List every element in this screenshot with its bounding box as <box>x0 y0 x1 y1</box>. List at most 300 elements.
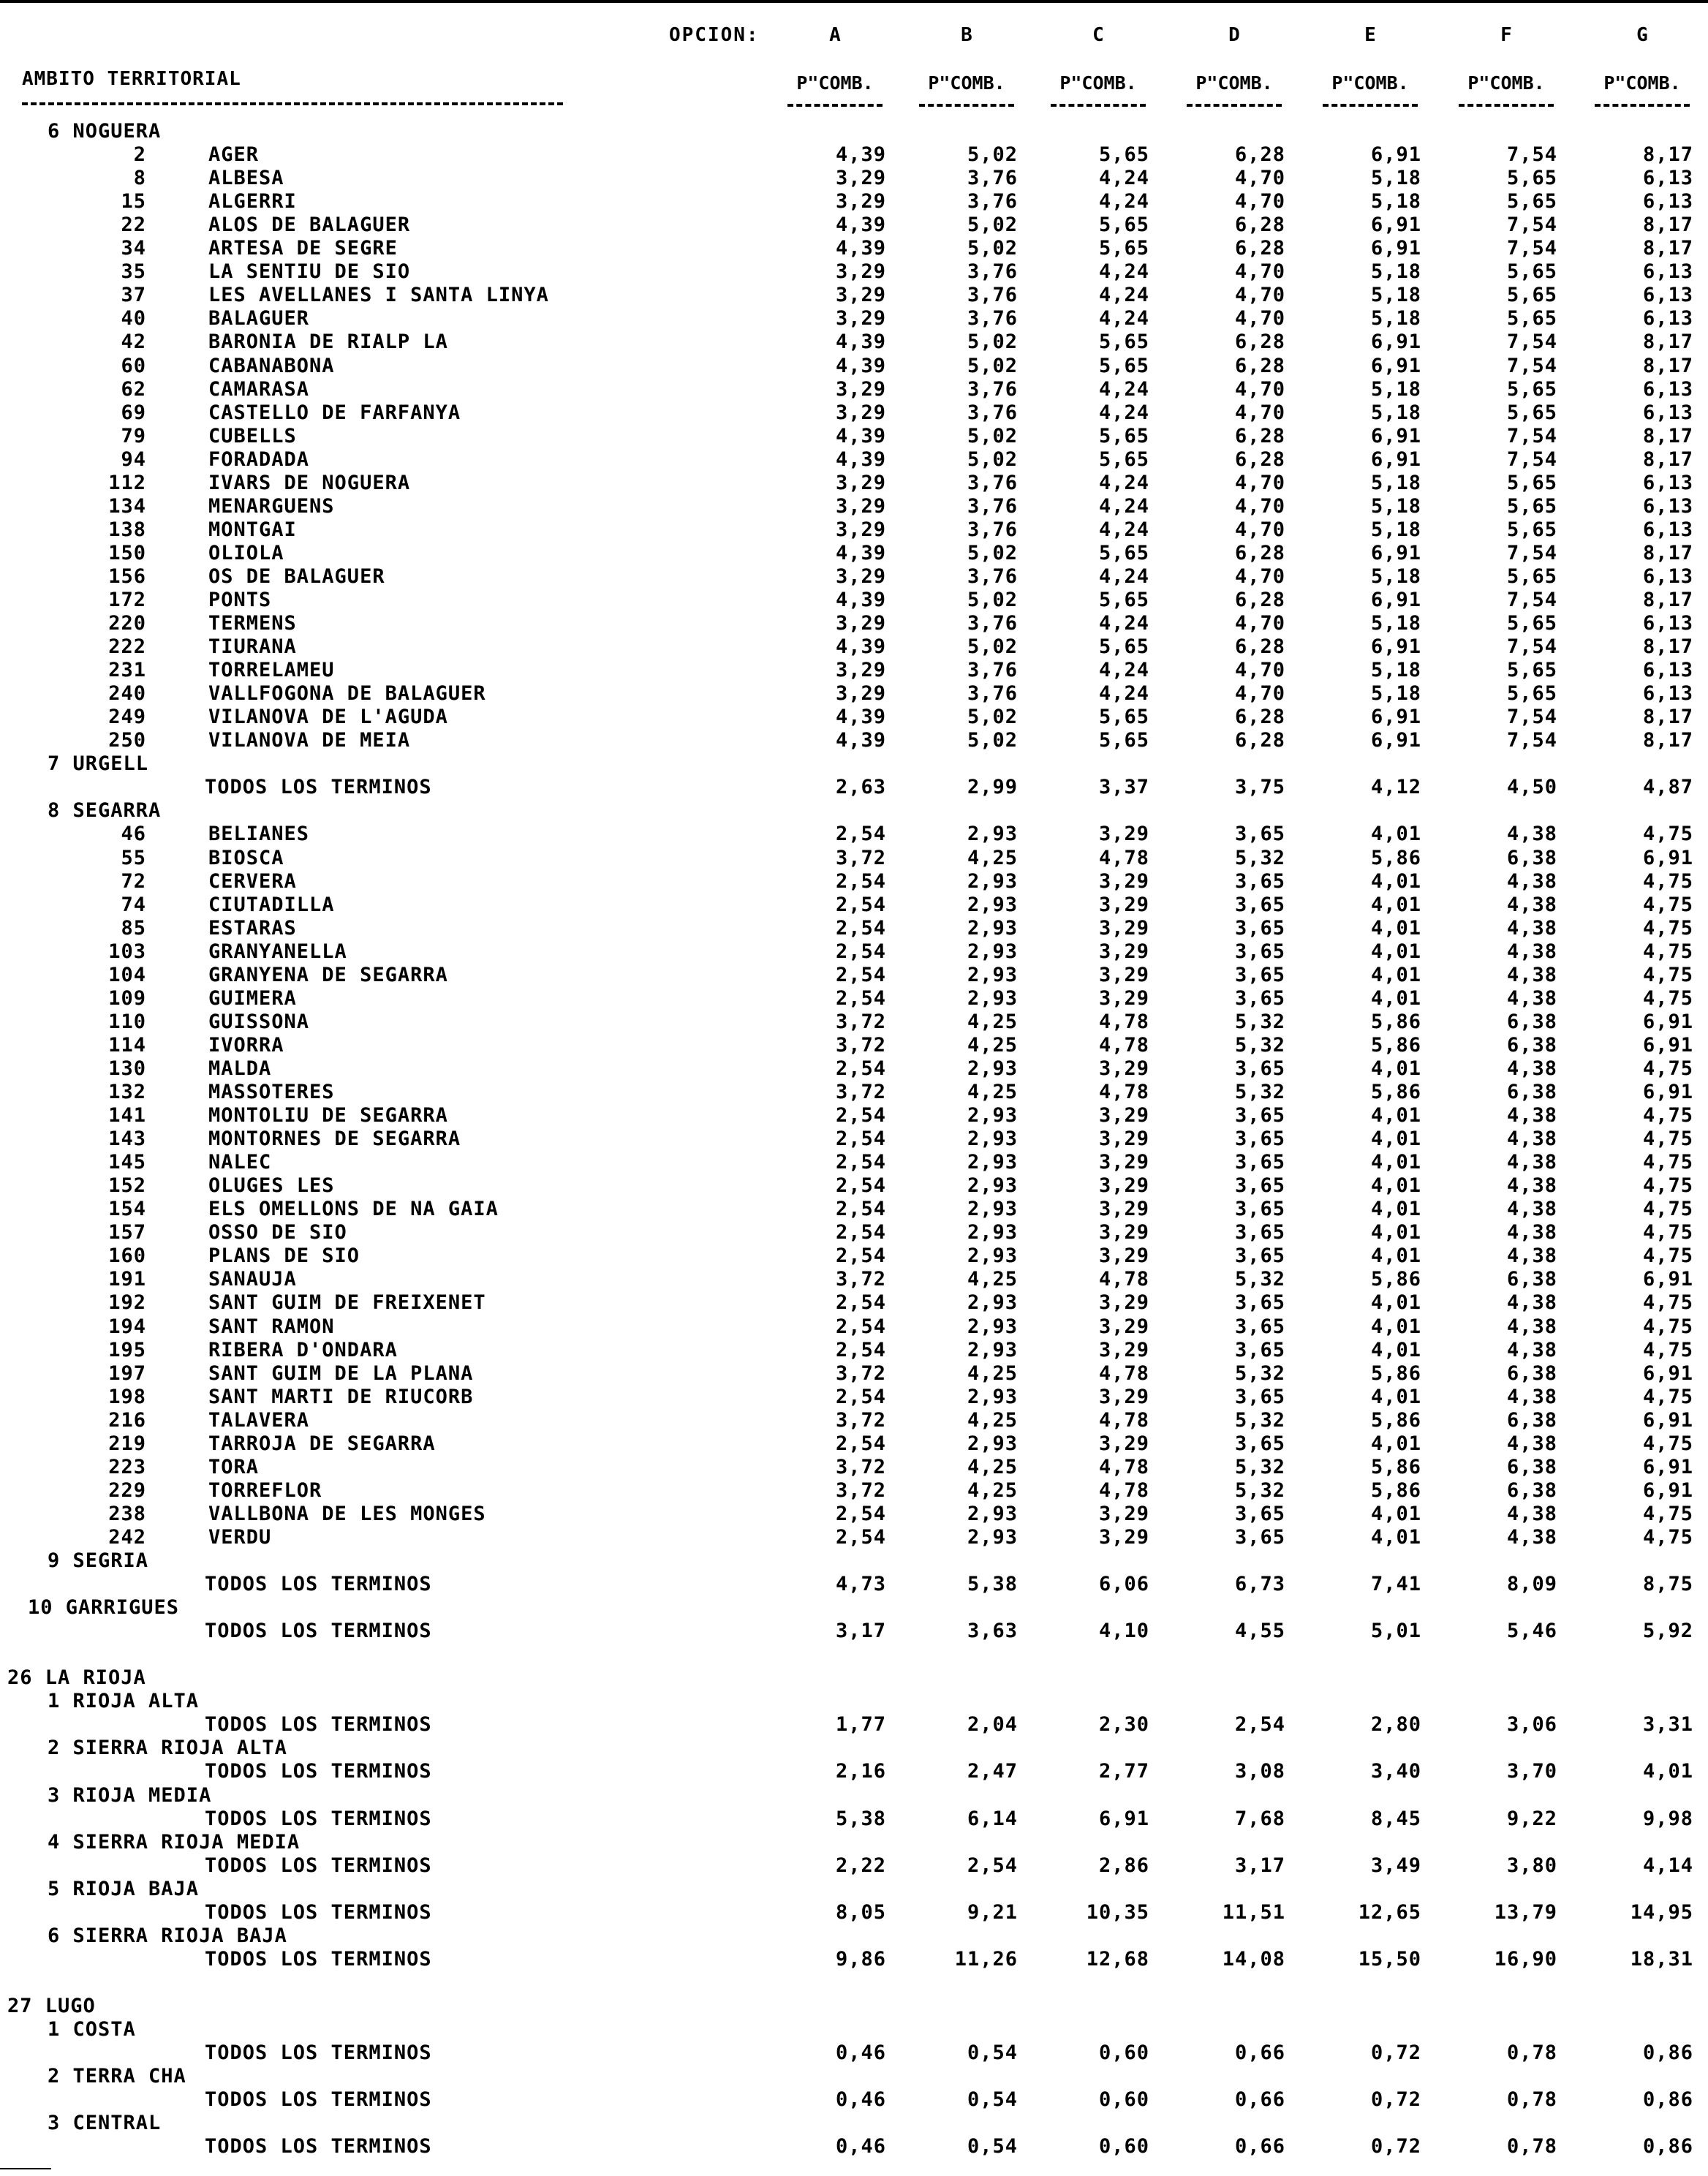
comarca-label: 1 COSTA <box>48 2018 136 2041</box>
price-a: 1,77 <box>835 1713 886 1736</box>
price-g: 4,87 <box>1642 776 1693 798</box>
municipality-row <box>0 728 1708 753</box>
price-c: 4,24 <box>1098 190 1149 213</box>
price-f: 4,38 <box>1506 1221 1557 1244</box>
column-underline <box>919 104 1014 107</box>
price-f: 4,38 <box>1506 940 1557 963</box>
price-a: 4,39 <box>835 448 886 471</box>
municipality-code: 191 <box>108 1268 146 1291</box>
price-f: 6,38 <box>1506 1081 1557 1103</box>
price-g: 6,91 <box>1642 1479 1693 1502</box>
all-terms-row <box>0 1807 1708 1832</box>
price-b: 5,02 <box>967 635 1018 658</box>
opcion-label: OPCION: <box>669 24 760 46</box>
column-header-g: G <box>1636 24 1648 46</box>
all-terms-label: TODOS LOS TERMINOS <box>205 1620 432 1642</box>
price-g: 9,98 <box>1642 1807 1693 1830</box>
price-a: 4,39 <box>835 706 886 728</box>
price-f: 5,65 <box>1506 284 1557 306</box>
price-c: 5,65 <box>1098 330 1149 353</box>
municipality-name: LA SENTIU DE SIO <box>208 260 411 283</box>
price-a: 3,29 <box>835 682 886 705</box>
price-f: 7,54 <box>1506 729 1557 752</box>
all-terms-row <box>0 1900 1708 1925</box>
price-b: 2,93 <box>967 917 1018 940</box>
municipality-row <box>0 635 1708 660</box>
price-g: 4,75 <box>1642 1057 1693 1080</box>
price-f: 5,65 <box>1506 472 1557 494</box>
price-d: 5,32 <box>1234 1010 1285 1033</box>
price-e: 5,86 <box>1370 1409 1421 1432</box>
price-b: 3,76 <box>967 495 1018 518</box>
price-c: 3,29 <box>1098 917 1149 940</box>
municipality-name: BALAGUER <box>208 307 310 330</box>
column-header-d: D <box>1228 24 1240 46</box>
municipality-code: 132 <box>108 1081 146 1103</box>
price-d: 6,28 <box>1234 542 1285 564</box>
all-terms-label: TODOS LOS TERMINOS <box>205 776 432 798</box>
price-a: 3,29 <box>835 401 886 424</box>
price-e: 5,86 <box>1370 847 1421 869</box>
column-underline <box>1051 104 1146 107</box>
municipality-row <box>0 213 1708 238</box>
price-e: 4,01 <box>1370 987 1421 1010</box>
price-c: 5,65 <box>1098 143 1149 166</box>
price-f: 8,09 <box>1506 1573 1557 1595</box>
price-f: 7,54 <box>1506 448 1557 471</box>
price-f: 3,80 <box>1506 1854 1557 1877</box>
municipality-name: MONTORNES DE SEGARRA <box>208 1127 461 1150</box>
comarca-row <box>0 1924 1708 1949</box>
price-g: 8,17 <box>1642 448 1693 471</box>
price-c: 5,65 <box>1098 214 1149 236</box>
price-d: 3,65 <box>1234 894 1285 916</box>
price-g: 4,75 <box>1642 964 1693 986</box>
price-e: 4,01 <box>1370 1386 1421 1408</box>
municipality-name: ARTESA DE SEGRE <box>208 237 398 260</box>
price-a: 3,72 <box>835 1479 886 1502</box>
price-d: 3,65 <box>1234 1127 1285 1150</box>
price-c: 5,65 <box>1098 706 1149 728</box>
price-d: 6,28 <box>1234 589 1285 611</box>
price-d: 6,28 <box>1234 143 1285 166</box>
price-a: 2,54 <box>835 1526 886 1549</box>
price-f: 4,38 <box>1506 870 1557 893</box>
price-d: 3,65 <box>1234 1198 1285 1220</box>
price-a: 2,54 <box>835 1104 886 1127</box>
municipality-row <box>0 377 1708 402</box>
price-d: 5,32 <box>1234 1362 1285 1385</box>
price-c: 4,78 <box>1098 1409 1149 1432</box>
municipality-row <box>0 658 1708 683</box>
municipality-row <box>0 1525 1708 1550</box>
price-c: 5,65 <box>1098 425 1149 447</box>
price-d: 4,70 <box>1234 284 1285 306</box>
price-c: 4,24 <box>1098 284 1149 306</box>
price-a: 3,17 <box>835 1620 886 1642</box>
price-g: 4,75 <box>1642 823 1693 845</box>
municipality-row <box>0 1455 1708 1480</box>
price-g: 8,17 <box>1642 589 1693 611</box>
price-f: 5,65 <box>1506 260 1557 283</box>
price-a: 3,72 <box>835 1010 886 1033</box>
municipality-row <box>0 1197 1708 1222</box>
price-d: 14,08 <box>1222 1948 1285 1971</box>
municipality-row <box>0 401 1708 426</box>
price-b: 5,02 <box>967 448 1018 471</box>
price-c: 0,60 <box>1098 2135 1149 2158</box>
municipality-row <box>0 869 1708 894</box>
price-f: 4,38 <box>1506 964 1557 986</box>
price-f: 5,65 <box>1506 518 1557 541</box>
price-f: 6,38 <box>1506 1479 1557 1502</box>
price-d: 3,65 <box>1234 987 1285 1010</box>
price-e: 5,18 <box>1370 565 1421 588</box>
price-b: 2,93 <box>967 1244 1018 1267</box>
municipality-name: VALLBONA DE LES MONGES <box>208 1503 486 1525</box>
price-b: 5,02 <box>967 706 1018 728</box>
margin-mark <box>0 2168 51 2169</box>
municipality-code: 72 <box>121 870 146 893</box>
price-b: 5,02 <box>967 589 1018 611</box>
municipality-row <box>0 143 1708 167</box>
price-e: 4,01 <box>1370 1057 1421 1080</box>
municipality-code: 223 <box>108 1456 146 1478</box>
price-b: 3,76 <box>967 472 1018 494</box>
price-a: 3,72 <box>835 1268 886 1291</box>
price-g: 6,91 <box>1642 1034 1693 1057</box>
price-f: 3,70 <box>1506 1760 1557 1783</box>
municipality-code: 141 <box>108 1104 146 1127</box>
price-g: 8,17 <box>1642 542 1693 564</box>
all-terms-label: TODOS LOS TERMINOS <box>205 1760 432 1783</box>
municipality-row <box>0 306 1708 331</box>
price-f: 7,54 <box>1506 542 1557 564</box>
price-d: 3,65 <box>1234 940 1285 963</box>
price-d: 6,28 <box>1234 425 1285 447</box>
comarca-row <box>0 1595 1708 1620</box>
comarca-label: 9 SEGRIA <box>48 1549 149 1572</box>
municipality-row <box>0 354 1708 379</box>
municipality-name: SANT GUIM DE LA PLANA <box>208 1362 474 1385</box>
price-a: 4,39 <box>835 589 886 611</box>
province-label: 27 LUGO <box>7 1995 96 2017</box>
price-b: 2,93 <box>967 1174 1018 1197</box>
price-b: 2,04 <box>967 1713 1018 1736</box>
price-d: 4,70 <box>1234 565 1285 588</box>
price-c: 4,24 <box>1098 495 1149 518</box>
price-f: 4,50 <box>1506 776 1557 798</box>
price-b: 2,93 <box>967 1315 1018 1338</box>
comarca-row <box>0 752 1708 777</box>
price-d: 3,65 <box>1234 1104 1285 1127</box>
municipality-code: 35 <box>121 260 146 283</box>
price-a: 2,54 <box>835 1503 886 1525</box>
price-b: 2,93 <box>967 1151 1018 1174</box>
municipality-row <box>0 1150 1708 1175</box>
price-g: 4,75 <box>1642 1244 1693 1267</box>
municipality-row <box>0 1244 1708 1269</box>
price-g: 18,31 <box>1630 1948 1693 1971</box>
price-b: 5,38 <box>967 1573 1018 1595</box>
price-e: 6,91 <box>1370 355 1421 377</box>
municipality-row <box>0 986 1708 1011</box>
price-e: 8,45 <box>1370 1807 1421 1830</box>
price-c: 0,60 <box>1098 2088 1149 2111</box>
municipality-row <box>0 236 1708 261</box>
price-a: 3,29 <box>835 167 886 189</box>
price-e: 5,18 <box>1370 401 1421 424</box>
all-terms-label: TODOS LOS TERMINOS <box>205 1807 432 1830</box>
price-c: 6,06 <box>1098 1573 1149 1595</box>
province-row <box>0 1994 1708 2019</box>
price-b: 2,93 <box>967 940 1018 963</box>
price-f: 16,90 <box>1494 1948 1557 1971</box>
comarca-label: 1 RIOJA ALTA <box>48 1690 200 1712</box>
price-a: 3,29 <box>835 190 886 213</box>
ambito-territorial-heading: AMBITO TERRITORIAL <box>22 68 241 90</box>
municipality-row <box>0 588 1708 613</box>
municipality-code: 194 <box>108 1315 146 1338</box>
price-g: 4,75 <box>1642 917 1693 940</box>
price-d: 4,70 <box>1234 518 1285 541</box>
municipality-row <box>0 846 1708 871</box>
price-e: 12,65 <box>1358 1901 1421 1924</box>
municipality-row <box>0 447 1708 472</box>
municipality-name: TORA <box>208 1456 260 1478</box>
municipality-name: ELS OMELLONS DE NA GAIA <box>208 1198 499 1220</box>
price-c: 10,35 <box>1086 1901 1149 1924</box>
column-subheader: P"COMB. <box>1603 72 1681 94</box>
price-g: 6,13 <box>1642 565 1693 588</box>
comarca-label: 2 SIERRA RIOJA ALTA <box>48 1737 287 1759</box>
price-b: 2,93 <box>967 1432 1018 1455</box>
municipality-name: OS DE BALAGUER <box>208 565 385 588</box>
column-underline <box>1187 104 1282 107</box>
municipality-row <box>0 1267 1708 1292</box>
price-c: 4,24 <box>1098 260 1149 283</box>
price-b: 5,02 <box>967 355 1018 377</box>
municipality-name: CERVERA <box>208 870 297 893</box>
price-c: 3,29 <box>1098 1526 1149 1549</box>
price-g: 0,86 <box>1642 2088 1693 2111</box>
municipality-code: 134 <box>108 495 146 518</box>
price-e: 4,01 <box>1370 1526 1421 1549</box>
price-f: 4,38 <box>1506 1291 1557 1314</box>
municipality-row <box>0 1103 1708 1128</box>
price-c: 3,29 <box>1098 1127 1149 1150</box>
price-c: 4,24 <box>1098 682 1149 705</box>
price-f: 4,38 <box>1506 1198 1557 1220</box>
price-b: 4,25 <box>967 1362 1018 1385</box>
price-a: 4,39 <box>835 330 886 353</box>
municipality-row <box>0 1057 1708 1081</box>
price-g: 8,17 <box>1642 214 1693 236</box>
all-terms-row <box>0 1572 1708 1597</box>
municipality-name: ALGERRI <box>208 190 297 213</box>
price-a: 2,54 <box>835 1386 886 1408</box>
price-c: 4,78 <box>1098 1268 1149 1291</box>
comarca-row <box>0 2017 1708 2042</box>
price-e: 5,18 <box>1370 307 1421 330</box>
price-e: 5,18 <box>1370 260 1421 283</box>
all-terms-label: TODOS LOS TERMINOS <box>205 1948 432 1971</box>
price-d: 3,65 <box>1234 870 1285 893</box>
municipality-name: PONTS <box>208 589 272 611</box>
price-g: 4,75 <box>1642 1432 1693 1455</box>
price-g: 6,13 <box>1642 260 1693 283</box>
price-b: 3,76 <box>967 284 1018 306</box>
price-a: 2,54 <box>835 1221 886 1244</box>
price-b: 6,14 <box>967 1807 1018 1830</box>
price-g: 6,13 <box>1642 284 1693 306</box>
price-d: 5,32 <box>1234 847 1285 869</box>
price-f: 4,38 <box>1506 1127 1557 1150</box>
municipality-code: 219 <box>108 1432 146 1455</box>
price-d: 3,75 <box>1234 776 1285 798</box>
price-f: 0,78 <box>1506 2041 1557 2064</box>
price-d: 0,66 <box>1234 2041 1285 2064</box>
comarca-row <box>0 1689 1708 1714</box>
comarca-label: 6 SIERRA RIOJA BAJA <box>48 1924 287 1947</box>
all-terms-row <box>0 1854 1708 1878</box>
price-c: 3,29 <box>1098 1432 1149 1455</box>
comarca-row <box>0 1783 1708 1808</box>
price-d: 3,65 <box>1234 1174 1285 1197</box>
price-a: 0,46 <box>835 2041 886 2064</box>
price-b: 3,76 <box>967 518 1018 541</box>
municipality-name: GUISSONA <box>208 1010 310 1033</box>
price-a: 3,72 <box>835 1362 886 1385</box>
price-g: 4,75 <box>1642 1198 1693 1220</box>
price-e: 4,12 <box>1370 776 1421 798</box>
price-g: 6,91 <box>1642 1409 1693 1432</box>
price-f: 5,65 <box>1506 167 1557 189</box>
municipality-row <box>0 1291 1708 1315</box>
price-g: 6,13 <box>1642 378 1693 401</box>
price-e: 5,18 <box>1370 472 1421 494</box>
price-c: 3,29 <box>1098 964 1149 986</box>
column-underline <box>1595 104 1690 107</box>
municipality-code: 2 <box>133 143 146 166</box>
price-e: 5,86 <box>1370 1456 1421 1478</box>
price-d: 4,70 <box>1234 190 1285 213</box>
municipality-row <box>0 471 1708 496</box>
price-f: 0,78 <box>1506 2088 1557 2111</box>
municipality-code: 74 <box>121 894 146 916</box>
municipality-name: CABANABONA <box>208 355 335 377</box>
comarca-label: 5 RIOJA BAJA <box>48 1878 200 1900</box>
price-g: 6,13 <box>1642 659 1693 681</box>
price-b: 5,02 <box>967 143 1018 166</box>
price-e: 4,01 <box>1370 823 1421 845</box>
municipality-name: MALDA <box>208 1057 272 1080</box>
price-e: 7,41 <box>1370 1573 1421 1595</box>
all-terms-label: TODOS LOS TERMINOS <box>205 2041 432 2064</box>
municipality-name: TALAVERA <box>208 1409 310 1432</box>
price-e: 6,91 <box>1370 425 1421 447</box>
price-b: 5,02 <box>967 542 1018 564</box>
price-g: 6,91 <box>1642 1010 1693 1033</box>
column-subheader: P"COMB. <box>1467 72 1545 94</box>
price-g: 4,75 <box>1642 1174 1693 1197</box>
price-a: 3,29 <box>835 659 886 681</box>
municipality-name: ALBESA <box>208 167 284 189</box>
price-e: 5,86 <box>1370 1268 1421 1291</box>
municipality-name: FORADADA <box>208 448 310 471</box>
municipality-code: 150 <box>108 542 146 564</box>
price-a: 3,29 <box>835 472 886 494</box>
price-f: 4,38 <box>1506 1174 1557 1197</box>
municipality-name: BELIANES <box>208 823 310 845</box>
price-g: 0,86 <box>1642 2135 1693 2158</box>
price-b: 4,25 <box>967 1081 1018 1103</box>
price-c: 5,65 <box>1098 729 1149 752</box>
municipality-name: BARONIA DE RIALP LA <box>208 330 448 353</box>
price-g: 6,91 <box>1642 1081 1693 1103</box>
price-e: 15,50 <box>1358 1948 1421 1971</box>
price-f: 4,38 <box>1506 1315 1557 1338</box>
price-b: 2,93 <box>967 1198 1018 1220</box>
price-f: 7,54 <box>1506 143 1557 166</box>
price-a: 4,39 <box>835 143 886 166</box>
municipality-name: MENARGUENS <box>208 495 335 518</box>
all-terms-row <box>0 1712 1708 1737</box>
price-c: 3,29 <box>1098 1057 1149 1080</box>
price-d: 3,65 <box>1234 1386 1285 1408</box>
price-g: 8,17 <box>1642 425 1693 447</box>
municipality-code: 109 <box>108 987 146 1010</box>
municipality-code: 198 <box>108 1386 146 1408</box>
price-d: 5,32 <box>1234 1456 1285 1478</box>
municipality-row <box>0 541 1708 566</box>
price-d: 3,65 <box>1234 1315 1285 1338</box>
municipality-code: 197 <box>108 1362 146 1385</box>
price-f: 5,65 <box>1506 307 1557 330</box>
municipality-name: TORRELAMEU <box>208 659 335 681</box>
price-d: 4,70 <box>1234 682 1285 705</box>
price-g: 4,14 <box>1642 1854 1693 1877</box>
price-c: 4,78 <box>1098 1479 1149 1502</box>
price-a: 0,46 <box>835 2088 886 2111</box>
price-a: 4,39 <box>835 635 886 658</box>
municipality-name: TERMENS <box>208 612 297 635</box>
price-b: 2,93 <box>967 870 1018 893</box>
price-e: 6,91 <box>1370 237 1421 260</box>
all-terms-label: TODOS LOS TERMINOS <box>205 1854 432 1877</box>
municipality-name: MONTOLIU DE SEGARRA <box>208 1104 448 1127</box>
price-c: 3,29 <box>1098 894 1149 916</box>
price-a: 4,39 <box>835 729 886 752</box>
municipality-name: CIUTADILLA <box>208 894 335 916</box>
price-e: 5,18 <box>1370 190 1421 213</box>
price-c: 4,78 <box>1098 1034 1149 1057</box>
municipality-name: AGER <box>208 143 260 166</box>
price-e: 5,86 <box>1370 1034 1421 1057</box>
price-e: 5,18 <box>1370 167 1421 189</box>
all-terms-row <box>0 1619 1708 1644</box>
price-d: 5,32 <box>1234 1034 1285 1057</box>
price-e: 6,91 <box>1370 706 1421 728</box>
municipality-code: 157 <box>108 1221 146 1244</box>
price-c: 4,78 <box>1098 1081 1149 1103</box>
price-c: 4,24 <box>1098 167 1149 189</box>
municipality-row <box>0 1010 1708 1035</box>
price-a: 0,46 <box>835 2135 886 2158</box>
price-e: 6,91 <box>1370 448 1421 471</box>
municipality-name: CUBELLS <box>208 425 297 447</box>
price-e: 4,01 <box>1370 870 1421 893</box>
